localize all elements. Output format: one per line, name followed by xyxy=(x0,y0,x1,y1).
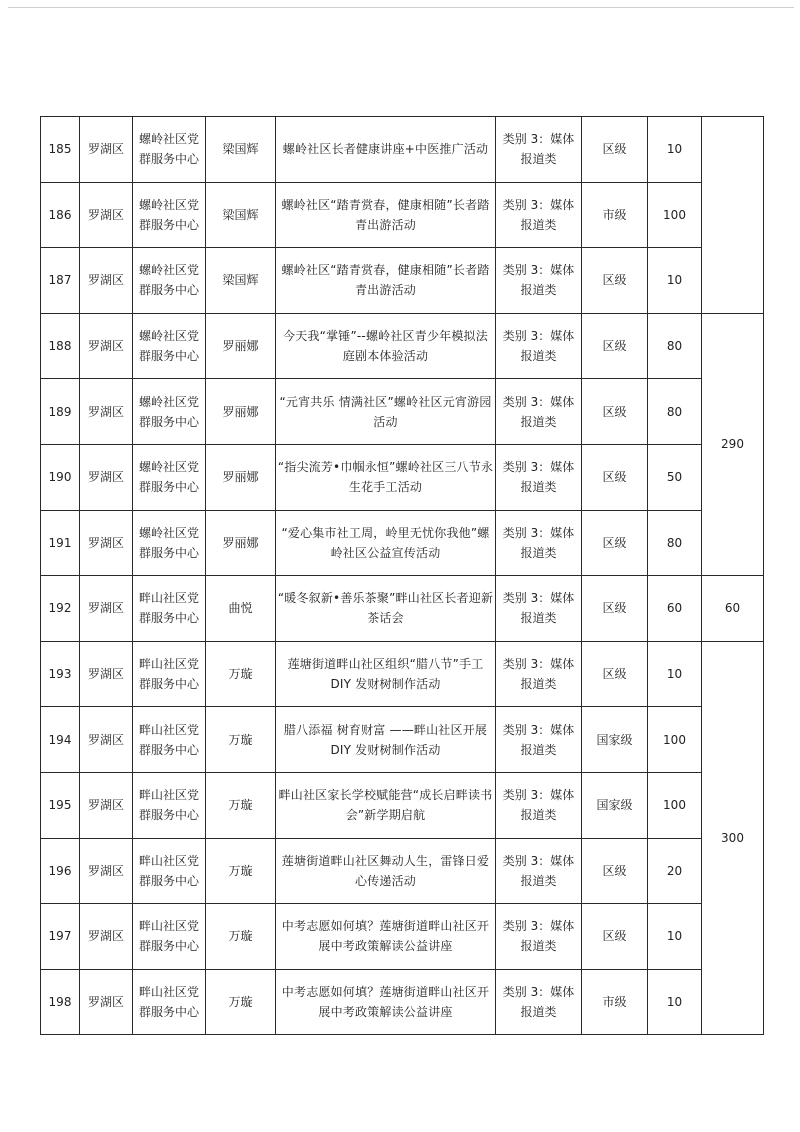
row-number: 189 xyxy=(41,379,80,445)
table-row xyxy=(41,707,764,773)
category-cell: 类别 3：媒体报道类 xyxy=(496,576,582,642)
activity-cell: “爱心集市社工周，岭里无忧你我他”螺岭社区公益宣传活动 xyxy=(276,510,496,576)
category-cell: 类别 3：媒体报道类 xyxy=(496,313,582,379)
score-cell: 20 xyxy=(648,838,702,904)
category-cell: 类别 3：媒体报道类 xyxy=(496,117,582,183)
row-number: 196 xyxy=(41,838,80,904)
table-row xyxy=(41,904,764,970)
score-cell: 80 xyxy=(648,313,702,379)
district-cell: 罗湖区 xyxy=(80,379,133,445)
organization-cell: 螺岭社区党群服务中心 xyxy=(133,379,206,445)
activity-cell: 莲塘街道畔山社区舞动人生，雷锋日爱心传递活动 xyxy=(276,838,496,904)
row-number: 191 xyxy=(41,510,80,576)
level-cell: 区级 xyxy=(582,117,648,183)
organization-cell: 螺岭社区党群服务中心 xyxy=(133,182,206,248)
category-cell: 类别 3：媒体报道类 xyxy=(496,707,582,773)
district-cell: 罗湖区 xyxy=(80,772,133,838)
district-cell: 罗湖区 xyxy=(80,838,133,904)
table-row xyxy=(41,313,764,379)
district-cell: 罗湖区 xyxy=(80,444,133,510)
level-cell: 国家级 xyxy=(582,707,648,773)
district-cell: 罗湖区 xyxy=(80,707,133,773)
score-cell: 60 xyxy=(648,576,702,642)
organization-cell: 畔山社区党群服务中心 xyxy=(133,576,206,642)
level-cell: 区级 xyxy=(582,576,648,642)
activity-cell: “元宵共乐 情满社区”螺岭社区元宵游园活动 xyxy=(276,379,496,445)
activity-cell: 畔山社区家长学校赋能营“成长启畔读书会”新学期启航 xyxy=(276,772,496,838)
level-cell: 区级 xyxy=(582,313,648,379)
level-cell: 区级 xyxy=(582,838,648,904)
district-cell: 罗湖区 xyxy=(80,117,133,183)
organization-cell: 畔山社区党群服务中心 xyxy=(133,641,206,707)
organization-cell: 螺岭社区党群服务中心 xyxy=(133,313,206,379)
person-cell: 万璇 xyxy=(206,772,276,838)
category-cell: 类别 3：媒体报道类 xyxy=(496,969,582,1035)
score-cell: 50 xyxy=(648,444,702,510)
score-cell: 100 xyxy=(648,182,702,248)
table-row xyxy=(41,838,764,904)
person-cell: 梁国辉 xyxy=(206,117,276,183)
activity-cell: 今天我“掌锤”--螺岭社区青少年模拟法庭剧本体验活动 xyxy=(276,313,496,379)
score-cell: 10 xyxy=(648,117,702,183)
district-cell: 罗湖区 xyxy=(80,641,133,707)
person-cell: 罗丽娜 xyxy=(206,379,276,445)
person-cell: 万璇 xyxy=(206,969,276,1035)
district-cell: 罗湖区 xyxy=(80,182,133,248)
district-cell: 罗湖区 xyxy=(80,510,133,576)
row-number: 197 xyxy=(41,904,80,970)
row-number: 187 xyxy=(41,248,80,314)
category-cell: 类别 3：媒体报道类 xyxy=(496,379,582,445)
person-cell: 梁国辉 xyxy=(206,248,276,314)
score-cell: 10 xyxy=(648,248,702,314)
category-cell: 类别 3：媒体报道类 xyxy=(496,444,582,510)
row-number: 198 xyxy=(41,969,80,1035)
organization-cell: 畔山社区党群服务中心 xyxy=(133,707,206,773)
table-row xyxy=(41,576,764,642)
level-cell: 市级 xyxy=(582,182,648,248)
row-number: 195 xyxy=(41,772,80,838)
person-cell: 罗丽娜 xyxy=(206,444,276,510)
records-table-body xyxy=(41,117,764,1035)
level-cell: 区级 xyxy=(582,641,648,707)
activity-cell: 中考志愿如何填？莲塘街道畔山社区开展中考政策解读公益讲座 xyxy=(276,904,496,970)
records-table xyxy=(40,116,764,1035)
score-cell: 100 xyxy=(648,707,702,773)
district-cell: 罗湖区 xyxy=(80,904,133,970)
organization-cell: 畔山社区党群服务中心 xyxy=(133,969,206,1035)
table-row xyxy=(41,641,764,707)
level-cell: 区级 xyxy=(582,904,648,970)
table-row xyxy=(41,117,764,183)
activity-cell: 中考志愿如何填？莲塘街道畔山社区开展中考政策解读公益讲座 xyxy=(276,969,496,1035)
person-cell: 万璇 xyxy=(206,838,276,904)
person-cell: 万璇 xyxy=(206,904,276,970)
organization-cell: 畔山社区党群服务中心 xyxy=(133,838,206,904)
table-row xyxy=(41,182,764,248)
person-cell: 罗丽娜 xyxy=(206,313,276,379)
organization-cell: 螺岭社区党群服务中心 xyxy=(133,117,206,183)
category-cell: 类别 3：媒体报道类 xyxy=(496,182,582,248)
group-total-cell: 300 xyxy=(702,641,764,1035)
person-cell: 曲悦 xyxy=(206,576,276,642)
table-row xyxy=(41,379,764,445)
table-row xyxy=(41,772,764,838)
table-row xyxy=(41,969,764,1035)
activity-cell: 螺岭社区“踏青赏春，健康相随”长者踏青出游活动 xyxy=(276,248,496,314)
activity-cell: “指尖流芳•巾帼永恒”螺岭社区三八节永生花手工活动 xyxy=(276,444,496,510)
row-number: 185 xyxy=(41,117,80,183)
level-cell: 区级 xyxy=(582,379,648,445)
activity-cell: “暖冬叙新•善乐茶聚”畔山社区长者迎新茶话会 xyxy=(276,576,496,642)
category-cell: 类别 3：媒体报道类 xyxy=(496,248,582,314)
category-cell: 类别 3：媒体报道类 xyxy=(496,510,582,576)
page-top-rule xyxy=(8,7,794,8)
level-cell: 国家级 xyxy=(582,772,648,838)
person-cell: 万璇 xyxy=(206,707,276,773)
organization-cell: 螺岭社区党群服务中心 xyxy=(133,248,206,314)
row-number: 186 xyxy=(41,182,80,248)
district-cell: 罗湖区 xyxy=(80,969,133,1035)
organization-cell: 畔山社区党群服务中心 xyxy=(133,772,206,838)
category-cell: 类别 3：媒体报道类 xyxy=(496,904,582,970)
group-total-cell xyxy=(702,117,764,314)
group-total-cell: 290 xyxy=(702,313,764,575)
level-cell: 区级 xyxy=(582,248,648,314)
level-cell: 市级 xyxy=(582,969,648,1035)
level-cell: 区级 xyxy=(582,444,648,510)
activity-cell: 螺岭社区“踏青赏春，健康相随”长者踏青出游活动 xyxy=(276,182,496,248)
organization-cell: 畔山社区党群服务中心 xyxy=(133,904,206,970)
activity-cell: 螺岭社区长者健康讲座+中医推广活动 xyxy=(276,117,496,183)
district-cell: 罗湖区 xyxy=(80,576,133,642)
district-cell: 罗湖区 xyxy=(80,313,133,379)
person-cell: 梁国辉 xyxy=(206,182,276,248)
person-cell: 罗丽娜 xyxy=(206,510,276,576)
score-cell: 80 xyxy=(648,510,702,576)
score-cell: 80 xyxy=(648,379,702,445)
table-row xyxy=(41,248,764,314)
person-cell: 万璇 xyxy=(206,641,276,707)
category-cell: 类别 3：媒体报道类 xyxy=(496,641,582,707)
row-number: 192 xyxy=(41,576,80,642)
table-row xyxy=(41,444,764,510)
row-number: 188 xyxy=(41,313,80,379)
score-cell: 100 xyxy=(648,772,702,838)
level-cell: 区级 xyxy=(582,510,648,576)
category-cell: 类别 3：媒体报道类 xyxy=(496,838,582,904)
row-number: 193 xyxy=(41,641,80,707)
score-cell: 10 xyxy=(648,969,702,1035)
group-total-cell: 60 xyxy=(702,576,764,642)
district-cell: 罗湖区 xyxy=(80,248,133,314)
score-cell: 10 xyxy=(648,904,702,970)
score-cell: 10 xyxy=(648,641,702,707)
row-number: 194 xyxy=(41,707,80,773)
activity-cell: 莲塘街道畔山社区组织“腊八节”手工 DIY 发财树制作活动 xyxy=(276,641,496,707)
organization-cell: 螺岭社区党群服务中心 xyxy=(133,444,206,510)
organization-cell: 螺岭社区党群服务中心 xyxy=(133,510,206,576)
table-row xyxy=(41,510,764,576)
row-number: 190 xyxy=(41,444,80,510)
category-cell: 类别 3：媒体报道类 xyxy=(496,772,582,838)
activity-cell: 腊八添福 树育财富 ——畔山社区开展 DIY 发财树制作活动 xyxy=(276,707,496,773)
